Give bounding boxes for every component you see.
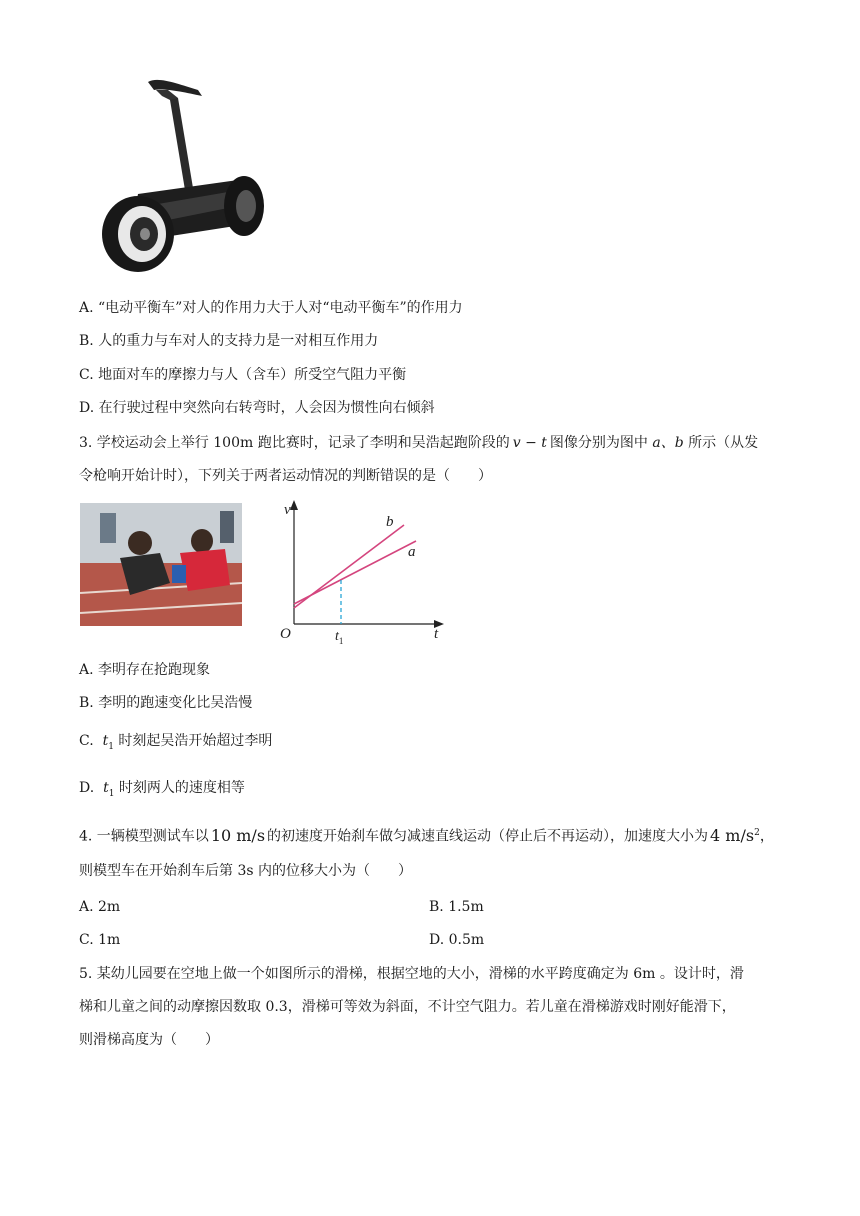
q3-option-c: C. $t_1$ 时刻起吴浩开始超过李明 xyxy=(79,733,273,752)
q5-stem-line3: 则滑梯高度为（ ） xyxy=(79,1032,219,1048)
q3-option-b: B. 李明的跑速变化比吴浩慢 xyxy=(79,695,253,711)
t-axis-label: t xyxy=(434,626,439,642)
q4-option-b: B. 1.5m xyxy=(429,899,484,915)
vt-graph xyxy=(274,498,450,644)
line-b xyxy=(294,525,404,608)
q5-stem-line1: 5. 某幼儿园要在空地上做一个如图所示的滑梯，根据空地的大小，滑梯的水平跨度确定为 6m 。设计时，滑 xyxy=(79,966,744,982)
q4-stem-line2: 则模型车在开始刹车后第 3s 内的位移大小为（ ） xyxy=(79,863,412,879)
v-axis-label: v xyxy=(284,502,291,518)
q4-option-d: D. 0.5m xyxy=(429,932,485,948)
t1-label: $t_1$ xyxy=(335,629,344,644)
q3-stem-line1: 3. 学校运动会上举行 100m 跑比赛时，记录了李明和吴浩起跑阶段的 v − t 图像分别为图中 a、b 所示（从发 xyxy=(79,435,759,451)
q2-option-a: A. “电动平衡车”对人的作用力大于人对“电动平衡车”的作用力 xyxy=(79,300,463,316)
q2-option-d: D. 在行驶过程中突然向右转弯时，人会因为惯性向右倾斜 xyxy=(79,400,435,416)
line-b-label: b xyxy=(386,514,394,530)
q2-option-c: C. 地面对车的摩擦力与人（含车）所受空气阻力平衡 xyxy=(79,367,407,383)
q5-stem-line2: 梯和儿童之间的动摩擦因数取 0.3，滑梯可等效为斜面，不计空气阻力。若儿童在滑梯游戏时刚好能滑下， xyxy=(79,999,736,1015)
q2-option-b: B. 人的重力与车对人的支持力是一对相互作用力 xyxy=(79,333,379,349)
q3-option-d: D. $t_1$ 时刻两人的速度相等 xyxy=(79,780,245,799)
q4-stem-line1: 4. 一辆模型测试车以 10 m/s 的初速度开始刹车做匀减速直线运动（停止后不再运动），加速度大小为 4 $m/s^2$， xyxy=(79,825,774,845)
q4-option-c: C. 1m xyxy=(79,932,121,948)
line-a-label: a xyxy=(408,544,416,560)
q4-option-a: A. 2m xyxy=(79,899,121,915)
origin-label: O xyxy=(280,626,291,642)
sprint-start-photo xyxy=(80,503,242,626)
q3-stem-line2: 令枪响开始计时），下列关于两者运动情况的判断错误的是（ ） xyxy=(79,468,492,484)
balance-scooter-image xyxy=(98,76,268,274)
q3-option-a: A. 李明存在抢跑现象 xyxy=(79,662,211,678)
